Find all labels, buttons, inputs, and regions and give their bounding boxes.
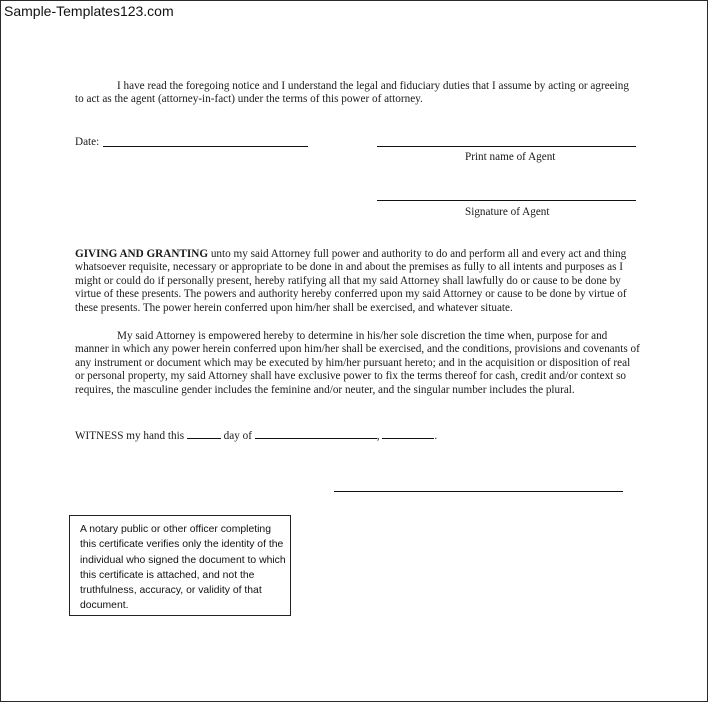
print-name-line bbox=[377, 146, 636, 147]
granting-heading: GIVING AND GRANTING bbox=[75, 248, 209, 260]
witness-prefix: WITNESS my hand this bbox=[75, 430, 185, 442]
signature-caption: Signature of Agent bbox=[465, 206, 550, 218]
intro-paragraph: I have read the foregoing notice and I understand the legal and fiduciary duties that I assume by acting or agreeing to act as the agent (attorney-in-fact) under the terms of this power of attorney. bbox=[75, 80, 629, 106]
print-name-caption: Print name of Agent bbox=[465, 151, 556, 163]
witness-comma: , bbox=[376, 430, 380, 442]
witness-line bbox=[75, 428, 437, 442]
witness-month-blank bbox=[255, 428, 377, 439]
site-watermark-label: Sample-Templates123.com bbox=[4, 3, 174, 19]
agent-signature-line bbox=[377, 200, 636, 201]
witness-year-blank bbox=[382, 428, 434, 439]
granting-paragraph bbox=[75, 248, 641, 315]
principal-signature-line bbox=[334, 491, 623, 492]
notary-notice-box: A notary public or other officer completing this certificate verifies only the identity of the individual who signed the document to which this certificate is attached, and not the truthfulness, accuracy, or validity of that document. bbox=[69, 515, 291, 616]
witness-end: . bbox=[434, 430, 438, 442]
date-label: Date: bbox=[75, 136, 100, 148]
witness-middle: day of bbox=[223, 430, 252, 442]
witness-day-blank bbox=[187, 428, 221, 439]
granting-text: unto my said Attorney full power and authority to do and perform all and every act and thing whatsoever requisite, necessary or appropriate to be done in and about the premises as fully to all intents and purposes as I might or could do if personally present, hereby ratifying all that my said Attorney shall lawfully do or cause to be done by virtue of these presents. The powers and authority hereby conferred upon my said Attorney or cause to be done by virtue of these presents. The power herein conferred upon him/her shall be exercised, and whatever situate. bbox=[75, 248, 627, 314]
discretion-paragraph: My said Attorney is empowered hereby to determine in his/her sole discretion the time when, purpose for and manner in which any power herein conferred upon him/her shall be exercised, and the conditions, provisions and covenants of any instrument or document which may be executed by him/her pursuant hereto; and in the acquisition or disposition of real or personal property, my said Attorney shall have exclusive power to fix the terms thereof for cash, credit and/or context so requires, the masculine gender includes the feminine and/or neuter, and the singular number includes the plural. bbox=[75, 330, 640, 396]
date-signature-line bbox=[103, 146, 308, 147]
